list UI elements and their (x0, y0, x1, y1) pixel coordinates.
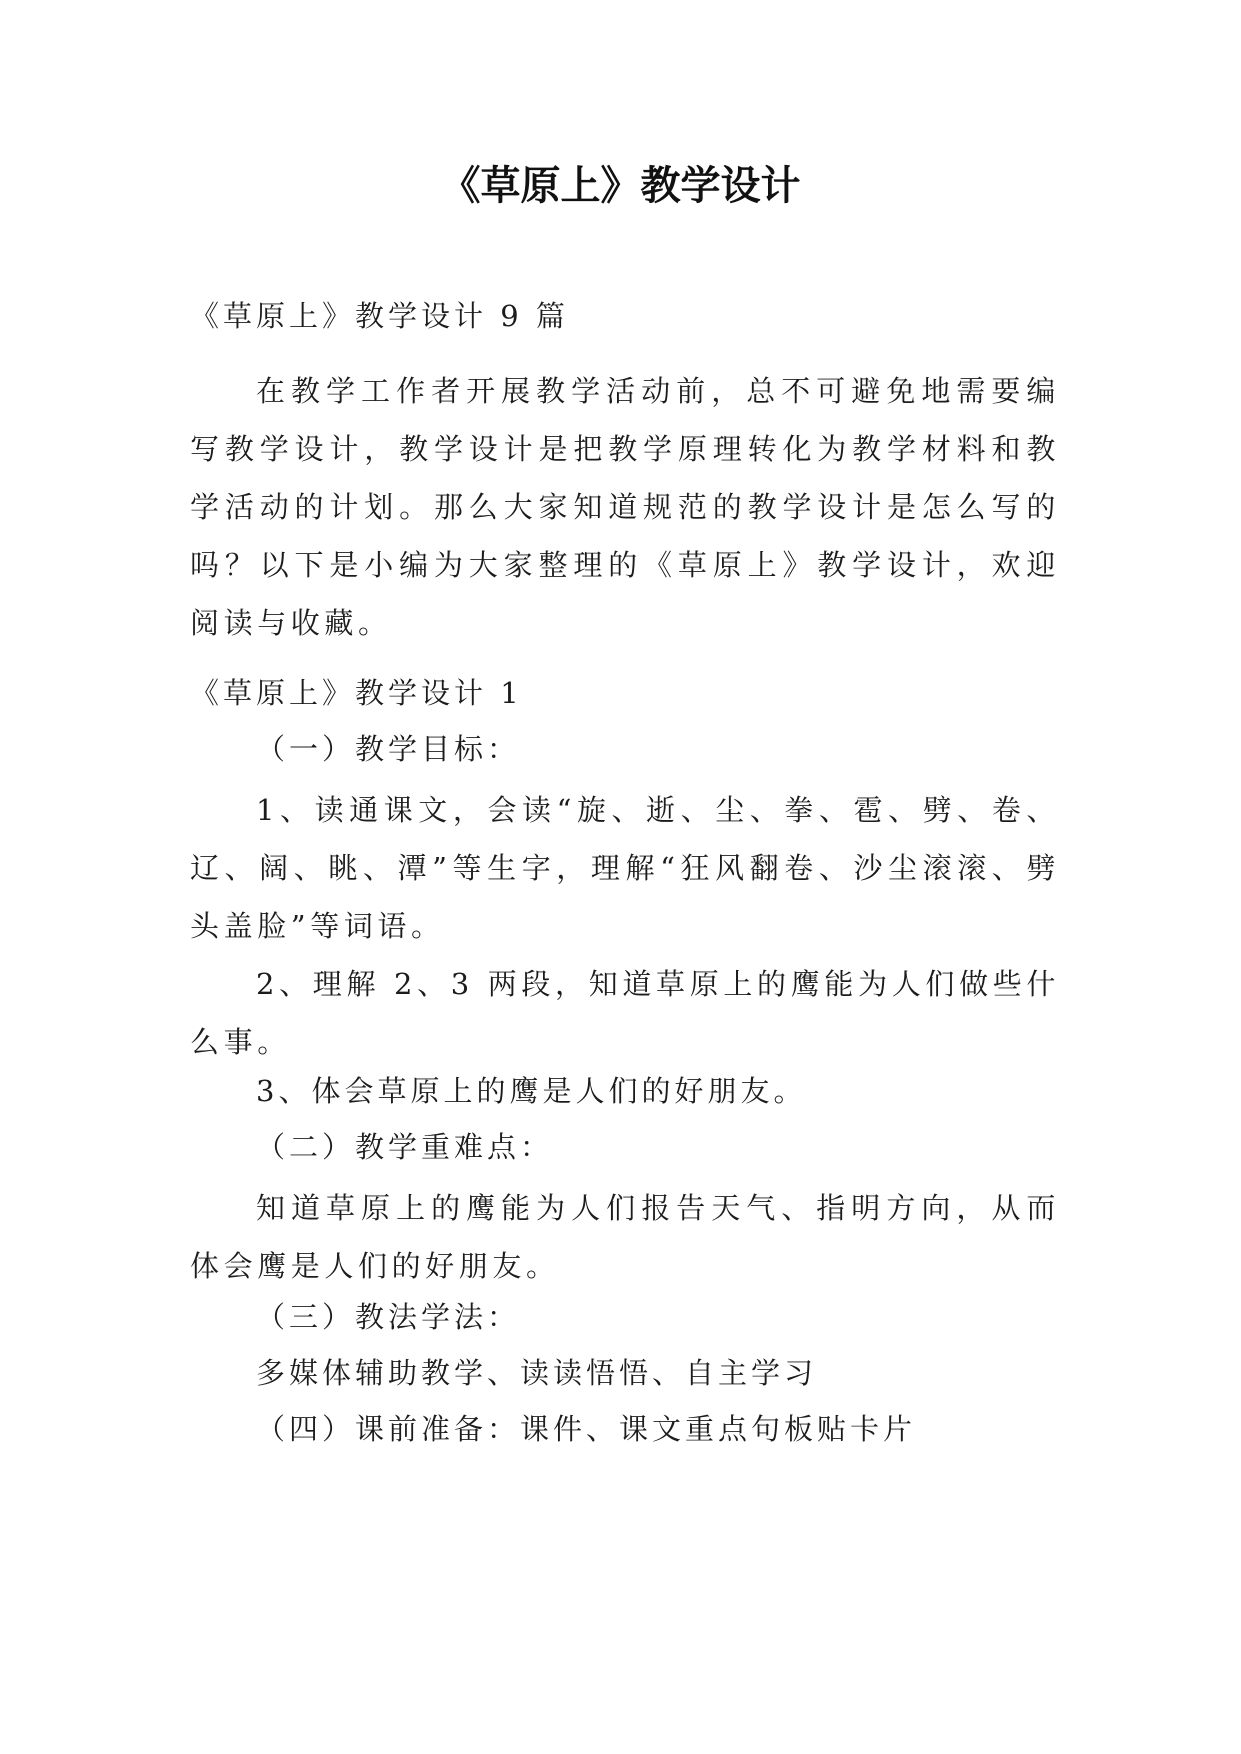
goal-item-3: 3、体会草原上的鹰是人们的好朋友。 (256, 1074, 807, 1108)
goal-item-2: 2、理解 2、3 两段，知道草原上的鹰能为人们做些什么事。 (190, 967, 1060, 1059)
method-heading: （三）教法学法： (256, 1300, 521, 1334)
goal-heading: （一）教学目标： (256, 732, 521, 766)
method-text: 多媒体辅助教学、读读悟悟、自主学习 (256, 1356, 818, 1390)
difficulty-heading: （二）教学重难点： (256, 1130, 554, 1164)
prep-text: （四）课前准备：课件、课文重点句板贴卡片 (256, 1412, 917, 1446)
document-subtitle: 《草原上》教学设计 9 篇 (190, 299, 569, 333)
difficulty-text: 知道草原上的鹰能为人们报告天气、指明方向，从而体会鹰是人们的好朋友。 (190, 1191, 1060, 1283)
section-heading: 《草原上》教学设计 1 (190, 676, 523, 710)
goal-item-1: 1、读通课文，会读“旋、逝、尘、拳、雹、劈、卷、辽、阔、眺、潭”等生字，理解“狂风翻卷、沙尘滚滚、劈头盖脸”等词语。 (190, 793, 1060, 943)
intro-paragraph: 在教学工作者开展教学活动前，总不可避免地需要编写教学设计，教学设计是把教学原理转化为教学材料和教学活动的计划。那么大家知道规范的教学设计是怎么写的吗？以下是小编为大家整理的《草原上》教学设计，欢迎阅读与收藏。 (190, 374, 1060, 640)
document-title: 《草原上》教学设计 (440, 163, 801, 209)
